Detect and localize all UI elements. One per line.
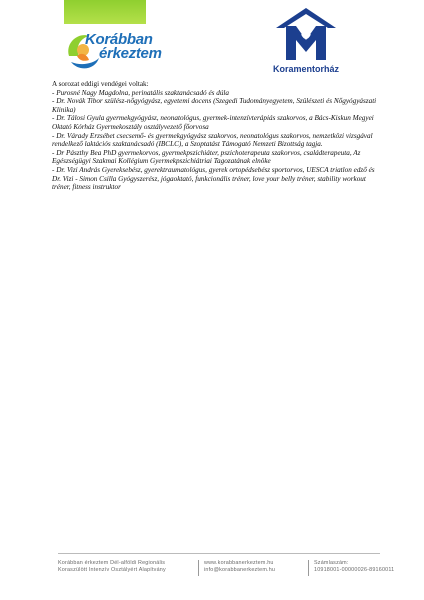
- guest-item: - Dr Pászthy Bea PhD gyermekorvos, gyermekpszichiáter, pszichoterapeuta szakorvos, családterapeuta, Az Egészségügyi Szakmai Kollégium Gyermekpszichiátriai Tagozatának elnöke: [52, 148, 361, 166]
- footer-account: [314, 560, 394, 574]
- koramentorhaz-logo: [272, 6, 340, 74]
- footer-divider: [58, 553, 380, 554]
- guest-item: - Dr. Tálosi Gyula gyermekgyógyász, neonatológus, gyermek-intenzívterápiás szakorvos, a Bács-Kiskun Megyei Oktató Kórház Gyermekosztály osztályvezető főorvosa: [52, 114, 374, 131]
- korabban-erkeztem-logo: [63, 28, 175, 76]
- logo-line-2: érkeztem: [99, 45, 162, 62]
- footer-org-line-2: Koraszülött Intenzív Osztályért Alapítvány: [58, 567, 166, 573]
- top-accent-bar: [64, 0, 146, 24]
- footer-account-number: 10918001-00000026-89160011: [314, 567, 395, 573]
- koramentorhaz-label: Koramentorház: [272, 64, 339, 74]
- footer-web-link[interactable]: www.korabbanerkeztem.hu: [204, 560, 274, 566]
- logo-wordmark: [85, 33, 162, 61]
- guest-list: [52, 80, 382, 192]
- guest-item: - Dr. Novák Tibor szülész-nőgyógyász, egyetemi docens (Szegedi Tudományegyetem, Szülészeti és Nőgyógyászati Klinika): [52, 97, 377, 114]
- intro-text: A sorozat eddigi vendégei voltak:: [52, 80, 149, 88]
- footer-email-link[interactable]: info@korabbanerkeztem.hu: [204, 567, 276, 573]
- guest-item: - Purosné Nagy Magdolna, perinatális szaktanácsadó és dúla: [52, 88, 230, 97]
- guest-item: - Dr. Várady Erzsébet csecsemő- és gyermekgyógyász szakorvos, neonatológus szakorvos, nemzetközi vizsgával rendelkező laktációs szaktanácsadó (IBCLC), a Szoptatást Támogató Nemzeti Bizottság tagja.: [52, 131, 373, 149]
- footer: [58, 560, 395, 584]
- guest-item: - Dr. Vizi András Gyereksebész, gyerektraumatológus, gyerek ortopédsebész sportorvos, UESCA triatlon edző és Dr. Vizi - Simon Csilla Gyógyszerész, jógaoktató, funkcionális tréner, love your belly tréner, stability workout tréner, fitness instruktor: [52, 165, 375, 192]
- footer-contact: [204, 560, 275, 574]
- footer-organization: [58, 560, 166, 574]
- footer-org-line-1: Korábban érkeztem Dél-alföldi Regionális: [58, 560, 166, 566]
- footer-separator: [308, 560, 309, 576]
- house-m-icon: [272, 6, 340, 64]
- logo-line-1: Korábban: [85, 31, 153, 48]
- footer-account-label: Számlaszám:: [314, 560, 349, 566]
- footer-separator: [198, 560, 199, 576]
